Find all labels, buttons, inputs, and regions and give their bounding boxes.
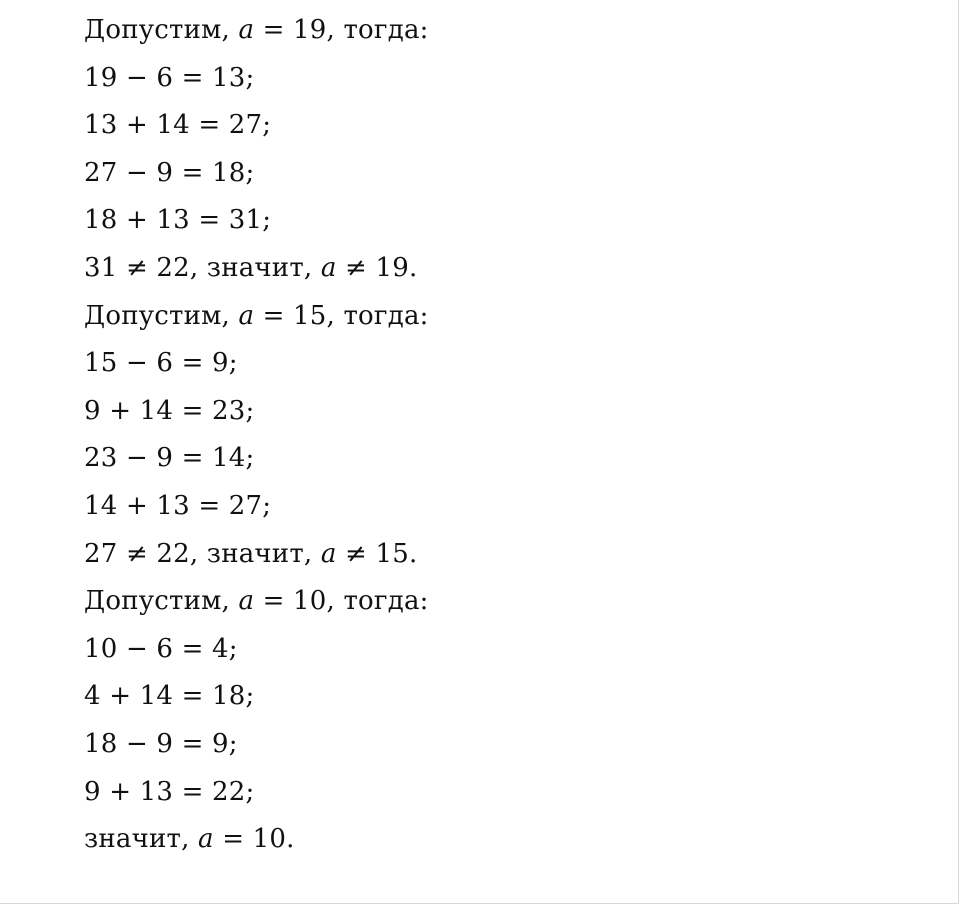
line-guess-10: Допустим, 𝑎 = 10, тогда: [84,586,429,617]
line-final-answer: значит, 𝑎 = 10. [84,824,295,855]
line-conclusion: 27 ≠ 22, значит, 𝑎 ≠ 15. [84,538,418,569]
solution-lines [84,7,429,864]
line-step: 14 + 13 = 27; [84,490,272,521]
line-step: 18 − 9 = 9; [84,728,238,759]
line-conclusion: 31 ≠ 22, значит, 𝑎 ≠ 19. [84,252,418,283]
line-guess-19: Допустим, 𝑎 = 19, тогда: [84,15,429,45]
line-step: 18 + 13 = 31; [84,205,272,236]
line-step: 9 + 14 = 23; [84,395,255,426]
line-step: 27 − 9 = 18; [84,157,255,188]
line-step: 19 − 6 = 13; [84,62,255,93]
line-step: 15 − 6 = 9; [84,348,238,379]
line-step: 23 − 9 = 14; [84,443,255,474]
line-step: 13 + 14 = 27; [84,110,272,141]
line-step: 4 + 14 = 18; [84,681,255,712]
line-step: 9 + 13 = 22; [84,776,255,807]
line-step: 10 − 6 = 4; [84,633,238,664]
line-guess-15: Допустим, 𝑎 = 15, тогда: [84,300,429,331]
